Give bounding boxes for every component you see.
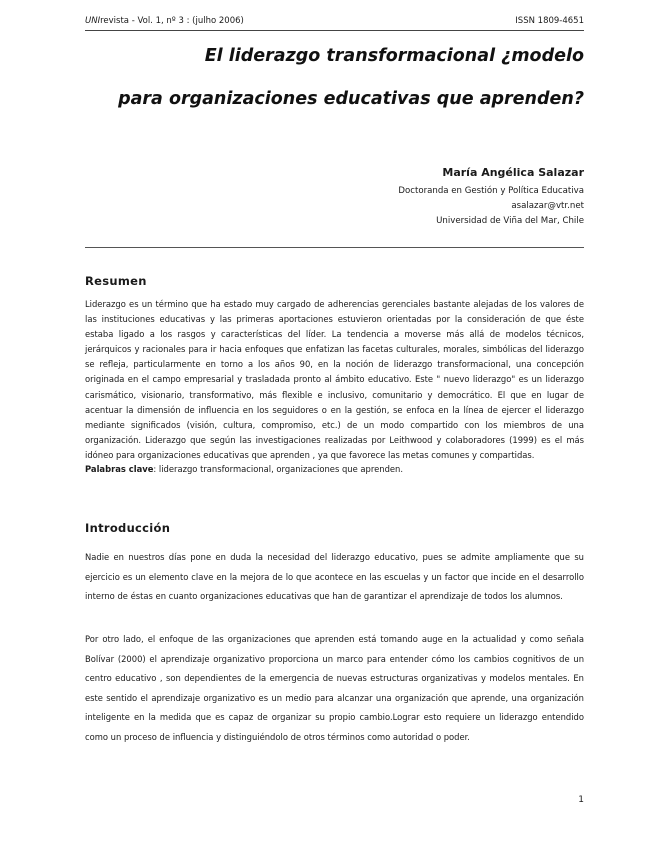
journal-name-italic: UNI <box>85 16 101 26</box>
running-header <box>85 16 584 31</box>
introduccion-paragraph-2: Por otro lado, el enfoque de las organizaciones que aprenden está tomando auge en la actualidad y como señala Bolívar (2000) el aprendizaje organizativo proporciona un marco para entender cómo los cambios cognitivos de un centro educativo , son dependientes de la emergencia de nuevas estructuras organizativas y modelos mentales. En este sentido el aprendizaje organizativo es un medio para alcanzar una organización que aprende, una organización inteligente en la medida que es capaz de organizar su propio cambio.Lograr esto requiere un liderazgo entendido como un proceso de influencia y distinguiéndolo de otros términos como autoridad o poder. <box>85 634 584 742</box>
journal-citation <box>85 16 244 26</box>
resumen-heading: Resumen <box>85 274 147 288</box>
keywords-label: Palabras clave <box>85 464 154 474</box>
author-email: asalazar@vtr.net <box>511 201 584 211</box>
page-number: 1 <box>578 795 584 805</box>
title-line-2: para organizaciones educativas que aprenden? <box>118 89 584 109</box>
introduccion-paragraph-1: Nadie en nuestros días pone en duda la necesidad del liderazgo educativo, pues se admite ampliamente que su ejercicio es un elemento clave en la mejora de lo que acontece en las escuelas y un factor que incide en el desarrollo interno de éstas en cuanto organizaciones educativas que han de garantizar el aprendizaje de todos los alumnos. <box>85 552 584 601</box>
keywords-text: : liderazgo transformacional, organizaciones que aprenden. <box>153 464 404 474</box>
author-name: María Angélica Salazar <box>442 166 584 179</box>
title-line-1: El liderazgo transformacional ¿modelo <box>204 46 584 66</box>
author-institution: Universidad de Viña del Mar, Chile <box>436 216 584 226</box>
introduccion-heading: Introducción <box>85 521 171 535</box>
resumen-body: Liderazgo es un término que ha estado muy cargado de adherencias gerenciales bastante alejadas de los valores de las instituciones educativas y las primeras aportaciones estuvieron orientadas por la consideración de que éste estaba ligado a los rasgos y características del líder. La tendencia a moverse más allá de modelos técnicos, jerárquicos y racionales para ir hacia enfoques que enfatizan las facetas culturales, morales, simbólicas del liderazgo se refleja, particularmente en torno a los años 90, en la noción de liderazgo transformacional, una concepción originada en el campo empresarial y trasladada pronto al ámbito educativo. Este " nuevo liderazgo" es un liderazgo carismático, visionario, transformativo, más flexible e inclusivo, comunitario y democrático. El que en lugar de acentuar la dimensión de influencia en los seguidores o en la gestión, se enfoca en la línea de ejercer el liderazgo mediante significados (visión, cultura, compromiso, etc.) de un modo compartido con los miembros de una organización. Liderazgo que según las investigaciones realizadas por Leithwood y colaboradores (1999) es el más idóneo para organizaciones educativas que aprenden , ya que favorece las metas comunes y compartidas. <box>85 299 584 460</box>
journal-citation-rest: revista - Vol. 1, nº 3 : (julho 2006) <box>100 16 244 26</box>
divider <box>85 247 584 248</box>
keywords <box>85 463 584 475</box>
issn: ISSN 1809-4651 <box>515 16 584 26</box>
author-role: Doctoranda en Gestión y Política Educativa <box>398 186 584 196</box>
